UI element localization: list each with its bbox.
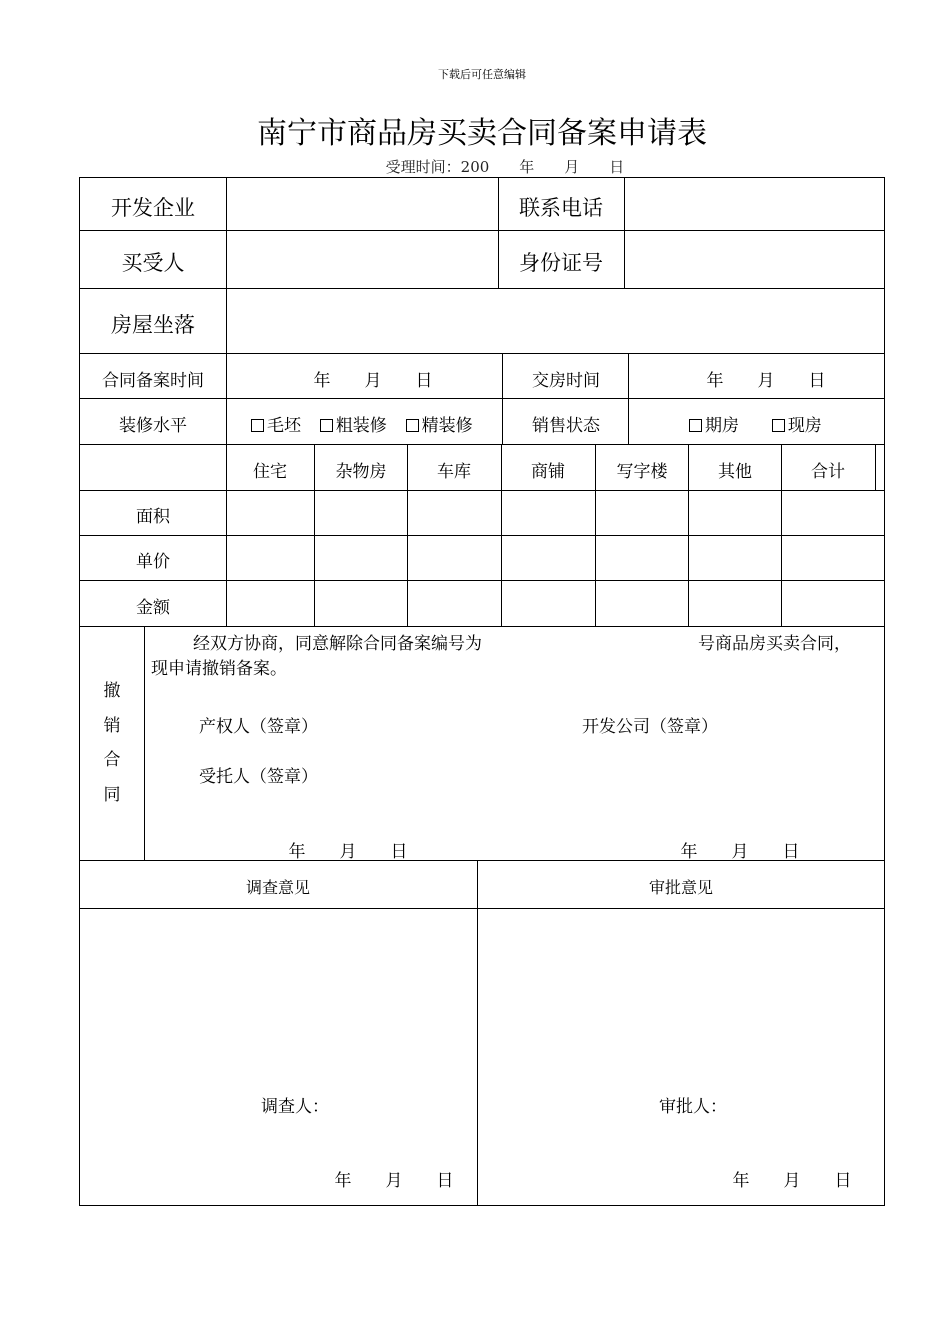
column-header-total: 合计 (811, 462, 845, 482)
developer-field[interactable] (228, 179, 496, 229)
column-header-other: 其他 (718, 462, 752, 482)
decoration-label: 装修水平 (119, 416, 187, 436)
cancel-label-2: 销 (103, 716, 121, 736)
developer-label: 开发企业 (111, 196, 195, 220)
page-title: 南宁市商品房买卖合同备案申请表 (257, 116, 707, 151)
contract-number-field[interactable] (528, 629, 693, 651)
column-header-residence: 住宅 (253, 462, 287, 482)
checkbox-icon (251, 419, 264, 432)
checkbox-icon (772, 419, 785, 432)
location-field[interactable] (228, 290, 882, 352)
checkbox-basic[interactable]: 粗装修 (320, 416, 387, 436)
record-time-label: 合同备案时间 (102, 371, 204, 391)
buyer-field[interactable] (228, 232, 496, 287)
column-header-garage: 车库 (437, 462, 471, 482)
developer-sign: 开发公司（签章） (582, 717, 718, 737)
trustee-sign: 受托人（签章） (199, 767, 318, 787)
checkbox-rough[interactable]: 毛坯 (251, 416, 301, 436)
investigation-date: 年 月 日 (334, 1171, 454, 1191)
checkbox-existing[interactable]: 现房 (772, 416, 822, 436)
handover-label: 交房时间 (532, 371, 600, 391)
accept-time: 受理时间：200 年 月 日 (385, 158, 625, 176)
checkbox-presale[interactable]: 期房 (689, 416, 739, 436)
buyer-label: 买受人 (121, 251, 185, 275)
investigation-opinion-field[interactable] (81, 910, 475, 1090)
investigation-label: 调查意见 (245, 878, 311, 897)
owner-sign-date: 年 月 日 (288, 842, 408, 862)
phone-label: 联系电话 (519, 196, 603, 220)
approver-label: 审批人： (659, 1097, 727, 1117)
id-number-field[interactable] (626, 232, 882, 287)
location-label: 房屋坐落 (111, 313, 195, 337)
handover-date: 年 月 日 (706, 371, 826, 391)
cancel-text-2: 号商品房买卖合同， (698, 634, 851, 654)
column-header-shop: 商铺 (531, 462, 565, 482)
checkbox-icon (406, 419, 419, 432)
approval-date: 年 月 日 (732, 1171, 852, 1191)
decoration-options (251, 411, 473, 436)
cancel-text-3: 现申请撤销备案。 (151, 659, 287, 679)
phone-field[interactable] (626, 179, 882, 229)
cancel-label-4: 同 (103, 785, 121, 805)
cancel-text-1: 经双方协商，同意解除合同备案编号为 (193, 634, 482, 654)
checkbox-icon (320, 419, 333, 432)
column-header-office: 写字楼 (616, 462, 668, 482)
approval-opinion-field[interactable] (479, 910, 882, 1090)
investigator-label: 调查人： (261, 1097, 329, 1117)
cancel-label-1: 撤 (103, 681, 121, 701)
id-label: 身份证号 (519, 251, 603, 275)
owner-sign: 产权人（签章） (199, 717, 318, 737)
sales-status-label: 销售状态 (532, 416, 600, 436)
record-date: 年 月 日 (313, 371, 433, 391)
row-label-area: 面积 (136, 507, 170, 527)
row-label-amount: 金额 (136, 598, 170, 618)
approval-label: 审批意见 (648, 878, 714, 897)
developer-sign-date: 年 月 日 (680, 842, 800, 862)
sales-options (689, 411, 822, 436)
checkbox-fine[interactable]: 精装修 (406, 416, 473, 436)
column-header-storage: 杂物房 (335, 462, 387, 482)
cancel-label-3: 合 (103, 750, 121, 770)
row-label-unit-price: 单价 (136, 552, 170, 572)
header-note: 下载后可任意编辑 (438, 68, 526, 81)
checkbox-icon (689, 419, 702, 432)
